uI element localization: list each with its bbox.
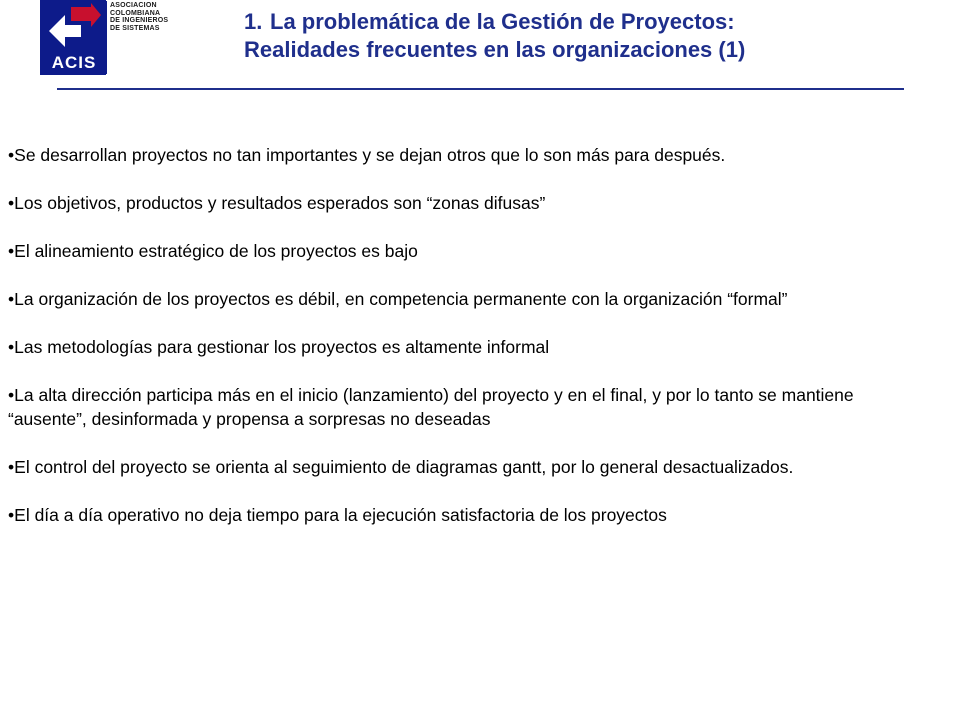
bullet-item — [8, 455, 928, 479]
logo-acronym: ACIS — [41, 52, 107, 74]
title-main: La problemática de la Gestión de Proyectos: — [270, 9, 735, 34]
bullet-marker: • — [8, 385, 15, 405]
bullet-text: Las metodologías para gestionar los proyectos es altamente informal — [14, 337, 550, 357]
bullet-item — [8, 503, 928, 527]
title-divider — [57, 88, 904, 90]
bullet-text: El día a día operativo no deja tiempo para la ejecución satisfactoria de los proyectos — [14, 505, 667, 525]
bullet-text: La alta dirección participa más en el inicio (lanzamiento) del proyecto y en el final, y por lo tanto se mantiene “ausente”, desinformada y propensa a sorpresas no deseadas — [8, 385, 854, 429]
bullet-item — [8, 335, 928, 359]
bullet-marker: • — [8, 457, 15, 477]
logo-arrows-icon — [41, 1, 107, 54]
title-subtitle: Realidades frecuentes en las organizaciones (1) — [244, 37, 746, 62]
bullet-item — [8, 287, 928, 311]
acis-logo — [40, 0, 190, 75]
bullet-item — [8, 143, 928, 167]
bullet-marker: • — [8, 145, 15, 165]
logo-text-line: DE INGENIEROS — [110, 17, 169, 24]
acis-logo-mark — [40, 0, 106, 75]
bullet-marker: • — [8, 241, 15, 261]
logo-text-line: ASOCIACION — [110, 2, 157, 9]
logo-organization-name — [110, 2, 200, 32]
bullet-text: La organización de los proyectos es débil, en competencia permanente con la organización “formal” — [14, 289, 788, 309]
bullet-item — [8, 383, 928, 431]
bullet-text: El control del proyecto se orienta al seguimiento de diagramas gantt, por lo general desactualizados. — [14, 457, 794, 477]
bullet-marker: • — [8, 193, 15, 213]
logo-text-line: COLOMBIANA — [110, 9, 161, 17]
bullet-list — [8, 143, 928, 527]
bullet-item — [8, 239, 928, 263]
title-line-1 — [244, 8, 745, 36]
slide-title — [244, 8, 745, 64]
bullet-marker: • — [8, 289, 15, 309]
bullet-marker: • — [8, 505, 15, 525]
bullet-text: Se desarrollan proyectos no tan importantes y se dejan otros que lo son más para después. — [14, 145, 726, 165]
bullet-item — [8, 191, 928, 215]
logo-text-line: DE SISTEMAS — [110, 24, 160, 32]
title-number: 1. — [244, 9, 263, 34]
bullet-text: Los objetivos, productos y resultados esperados son “zonas difusas” — [14, 193, 546, 213]
bullet-text: El alineamiento estratégico de los proyectos es bajo — [14, 241, 418, 261]
bullet-marker: • — [8, 337, 15, 357]
